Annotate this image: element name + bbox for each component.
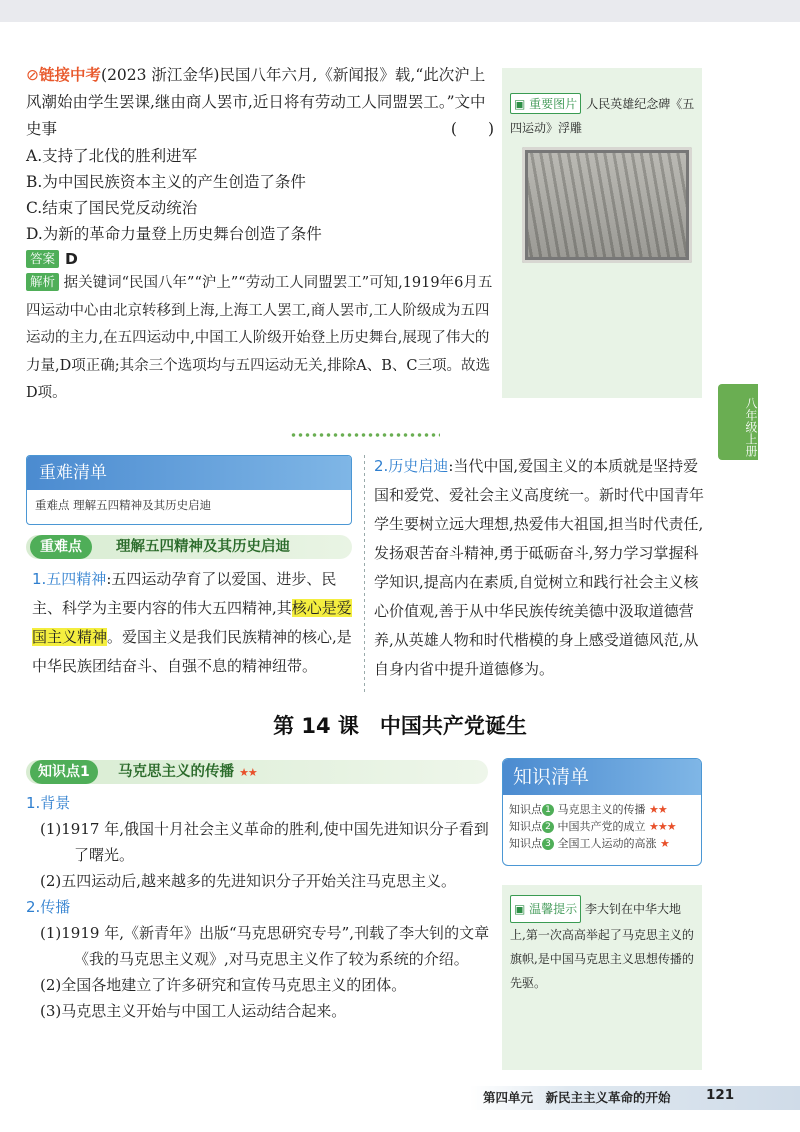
knowledge1-title [118, 760, 257, 785]
analysis-block [26, 270, 496, 408]
enlightenment-text: :当代中国,爱国主义的本质就是坚持爱国和爱党、爱社会主义高度统一。新时代中国青年学生要树立远大理想,热爱伟大祖国,担当时代责任,发扬艰苦奋斗精神,勇于砥砺奋斗,努力学习掌握科学知识,提高内在素质,自觉树立和践行社会主义核心价值观,善于从中华民族传统美德中汲取道德营养,从英雄人物和时代楷模的身上感受道德风范,从自身内省中提升道德修为。 [374, 457, 705, 678]
column-divider [364, 455, 365, 695]
star-icon: ★★ [649, 803, 667, 816]
row-text: 中国共产党的成立 [557, 820, 646, 833]
option-a: A.支持了北伐的胜利进军 [26, 147, 198, 165]
enlightenment-label: 2.历史启迪 [374, 457, 449, 475]
knowledge-list-row [503, 835, 701, 852]
knowledge1-title-text: 马克思主义的传播 [118, 764, 234, 780]
analysis-text: 据关键词“民国八年”“沪上”“劳动工人同盟罢工”可知,1919年6月五四运动中心由北京转移到上海,上海工人罢工,商人罢市,工人阶级成为五四运动的主力,在五四运动中,中国工人阶级开始登上历史舞台,展现了伟大的力量,D项正确;其余三个选项均与五四运动无关,排除A、B、C三项。故选D项。 [26, 275, 493, 401]
option-c: C.结束了国民党反动统治 [26, 199, 198, 217]
section-divider [290, 432, 440, 438]
answer-value: D [65, 250, 78, 268]
tip-tag-label: 温馨提示 [529, 902, 578, 916]
picture-icon: ▣ [514, 97, 526, 111]
number-badge: 3 [542, 838, 554, 850]
key-list-item: 重难点 理解五四精神及其历史启迪 [35, 498, 212, 512]
knowledge-list-row [503, 801, 701, 818]
picture-tag [510, 93, 581, 114]
historical-enlightenment [374, 452, 704, 684]
knowledge1-chip: 知识点1 [30, 760, 98, 784]
star-icon: ★★ [239, 766, 257, 779]
spirit-label: 1.五四精神 [32, 570, 107, 588]
row-text: 全国工人运动的高涨 [557, 837, 657, 850]
relief-image [522, 147, 692, 263]
key-list-title: 重难清单 [27, 456, 351, 490]
link-icon: ⊘ [26, 66, 39, 84]
question-tag: 链接中考 [39, 66, 102, 84]
page-top-band [0, 0, 800, 22]
knowledge-list-row [503, 818, 701, 835]
footer-unit: 第四单元 新民主主义革命的开始 [483, 1090, 671, 1105]
option-d: D.为新的革命力量登上历史舞台创造了条件 [26, 225, 322, 243]
page-number: 121 [706, 1087, 735, 1103]
row-text: 马克思主义的传播 [557, 803, 646, 816]
lesson-title: 第 14 课 中国共产党诞生 [273, 714, 527, 738]
tip-panel [502, 885, 702, 1070]
key-point-chip: 重难点 [30, 535, 92, 559]
knowledge-list-box [502, 758, 702, 866]
tip-text: 李大钊在中华大地上,第一次高高举起了马克思主义的旗帜,是中国马克思主义思想传播的先驱。 [510, 902, 694, 990]
key-difficulty-list [26, 455, 352, 525]
star-icon: ★ [660, 837, 669, 850]
may-fourth-spirit [32, 565, 354, 681]
knowledge-list-title: 知识清单 [503, 759, 701, 795]
row-prefix: 知识点 [509, 803, 542, 816]
answer-paren: ( ) [450, 120, 494, 138]
row-prefix: 知识点 [509, 820, 542, 833]
list-item: (2)全国各地建立了许多研究和宣传马克思主义的团体。 [40, 976, 407, 994]
spirit-text-2: 。爱国主义是我们民族精神的核心,是中华民族团结奋斗、自强不息的精神纽带。 [32, 628, 352, 675]
answer-label: 答案 [26, 250, 59, 268]
tip-content [502, 885, 702, 995]
row-prefix: 知识点 [509, 837, 542, 850]
analysis-label: 解析 [26, 273, 59, 291]
picture-caption: 人民英雄纪念碑《五四运动》浮雕 [510, 97, 695, 135]
list-item: (1)1919 年,《新青年》出版“马克思研究专号”,刊载了李大钊的文章《我的马克思主义观》,对马克思主义作了较为系统的介绍。 [40, 924, 490, 968]
answer-row [26, 250, 78, 268]
number-badge: 2 [542, 821, 554, 833]
list-item: (1)1917 年,俄国十月社会主义革命的胜利,使中国先进知识分子看到了曙光。 [40, 820, 489, 864]
key-point-title: 理解五四精神及其历史启迪 [116, 539, 290, 555]
tip-tag [510, 895, 581, 923]
knowledge1-body [26, 790, 496, 1024]
list-item: (2)五四运动后,越来越多的先进知识分子开始关注马克思主义。 [40, 872, 457, 890]
grade-side-tab: 八年级上册 [718, 384, 758, 460]
number-badge: 1 [542, 804, 554, 816]
section-heading-spread: 2.传播 [26, 898, 71, 916]
list-item: (3)马克思主义开始与中国工人运动结合起来。 [40, 1002, 347, 1020]
question-text: (2023 浙江金华)民国八年六月,《新闻报》载,“此次沪上风潮始由学生罢课,继由商人罢市,近日将有劳动工人同盟罢工。”文中史事 [26, 66, 486, 138]
option-b: B.为中国民族资本主义的产生创造了条件 [26, 173, 306, 191]
exam-question [26, 62, 498, 247]
star-icon: ★★★ [649, 820, 676, 833]
spirit-highlight: 核心是爱国主义精神 [32, 599, 352, 646]
tip-icon: ▣ [514, 902, 526, 916]
spirit-text-1: :五四运动孕育了以爱国、进步、民主、科学为主要内容的伟大五四精神,其 [32, 570, 337, 617]
picture-tag-label: 重要图片 [529, 97, 578, 111]
section-heading-background: 1.背景 [26, 794, 71, 812]
question-stem [26, 62, 498, 143]
